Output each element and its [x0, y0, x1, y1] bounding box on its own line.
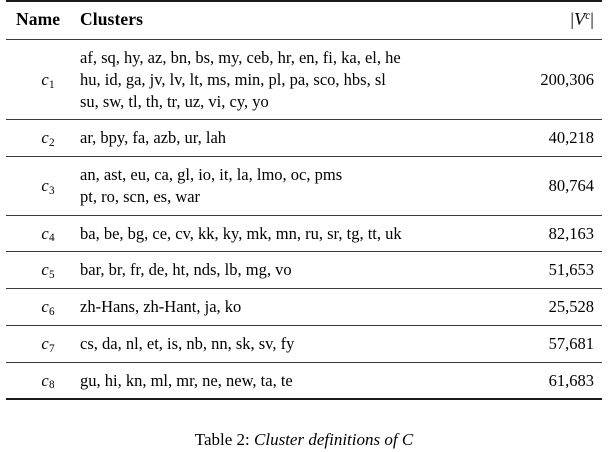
- table-row: [6, 363, 602, 400]
- table-bottom-rule: [6, 399, 602, 400]
- row-cardinality-c3: 80,764: [548, 175, 594, 195]
- row-name-sub: 1: [49, 78, 55, 91]
- cluster-line: hu, id, ga, jv, lv, lt, ms, min, pl, pa, sco, hbs, sl: [80, 69, 386, 89]
- row-name-base: c: [41, 297, 49, 317]
- row-name-sub: 8: [49, 379, 55, 392]
- table-row: [6, 252, 602, 288]
- table-caption: [0, 429, 608, 451]
- table-row: [6, 326, 602, 362]
- row-cardinality-c6: 25,528: [548, 297, 594, 317]
- row-name-base: c: [41, 175, 49, 195]
- cluster-line: gu, hi, kn, ml, mr, ne, new, ta, te: [80, 370, 293, 390]
- row-name-base: c: [41, 223, 49, 243]
- table-row: [6, 157, 602, 215]
- row-clusters-c4: [80, 216, 494, 252]
- row-cardinality-c7: 57,681: [548, 333, 594, 353]
- column-header-name: Name: [16, 9, 61, 29]
- cardinality-bar-right: |: [590, 9, 594, 29]
- row-name-base: c: [41, 333, 49, 353]
- row-name-c6: [6, 289, 80, 325]
- row-cardinality-c4: 82,163: [548, 223, 594, 243]
- cardinality-superscript-c: c: [585, 10, 591, 23]
- row-name-sub: 5: [49, 269, 55, 282]
- cardinality-symbol-v: V: [574, 9, 586, 29]
- table-body: [6, 40, 602, 400]
- table-header-row: [6, 2, 602, 40]
- cluster-line: zh-Hans, zh-Hant, ja, ko: [80, 297, 242, 317]
- row-name-sub: 6: [49, 305, 55, 318]
- cluster-line: pt, ro, scn, es, war: [80, 186, 201, 206]
- row-cardinality-c5: 51,653: [548, 260, 594, 280]
- cluster-line: ar, bpy, fa, azb, ur, lah: [80, 128, 227, 148]
- table-row: [6, 40, 602, 120]
- row-name-sub: 3: [49, 184, 55, 197]
- row-cardinality-c2: 40,218: [548, 128, 594, 148]
- row-name-base: c: [41, 69, 49, 89]
- row-name-base: c: [41, 128, 49, 148]
- row-name-c1: [6, 40, 80, 120]
- column-header-cardinality: [494, 2, 602, 40]
- row-name-base: c: [41, 260, 49, 280]
- row-clusters-c5: [80, 252, 494, 288]
- cluster-definitions-table: [6, 0, 602, 400]
- row-name-sub: 4: [49, 232, 55, 245]
- row-name-c4: [6, 216, 80, 252]
- cardinality-bar-left: |: [570, 9, 575, 29]
- row-clusters-c2: [80, 120, 494, 156]
- row-clusters-c1: [80, 40, 494, 120]
- table-header: [6, 1, 602, 40]
- row-name-base: c: [41, 370, 49, 390]
- cluster-line: an, ast, eu, ca, gl, io, it, la, lmo, oc, pms: [80, 165, 343, 185]
- row-cardinality-c1: 200,306: [540, 69, 594, 89]
- row-name-sub: 7: [49, 342, 55, 355]
- column-header-clusters: Clusters: [80, 9, 144, 29]
- row-name-c5: [6, 252, 80, 288]
- cluster-line: af, sq, hy, az, bn, bs, my, ceb, hr, en, fi, ka, el, he: [80, 48, 401, 67]
- row-name-c2: [6, 120, 80, 156]
- table-row: [6, 120, 602, 156]
- row-clusters-c7: [80, 326, 494, 362]
- row-clusters-c6: [80, 289, 494, 325]
- cluster-line: ba, be, bg, ce, cv, kk, ky, mk, mn, ru, sr, tg, tt, uk: [80, 223, 402, 243]
- cluster-line: bar, br, fr, de, ht, nds, lb, mg, vo: [80, 260, 292, 280]
- caption-label: Table 2:: [194, 430, 255, 449]
- row-clusters-c3: [80, 157, 494, 215]
- caption-text: Cluster definitions of C: [254, 430, 414, 449]
- table-row: [6, 289, 602, 325]
- row-cardinality-c8: 61,683: [548, 370, 594, 390]
- table-row: [6, 216, 602, 252]
- cluster-line: cs, da, nl, et, is, nb, nn, sk, sv, fy: [80, 333, 295, 353]
- row-name-c7: [6, 326, 80, 362]
- row-clusters-c8: [80, 363, 494, 400]
- row-name-sub: 2: [49, 137, 55, 150]
- row-name-c3: [6, 157, 80, 215]
- row-name-c8: [6, 363, 80, 400]
- cluster-line: su, sw, tl, th, tr, uz, vi, cy, yo: [80, 91, 269, 111]
